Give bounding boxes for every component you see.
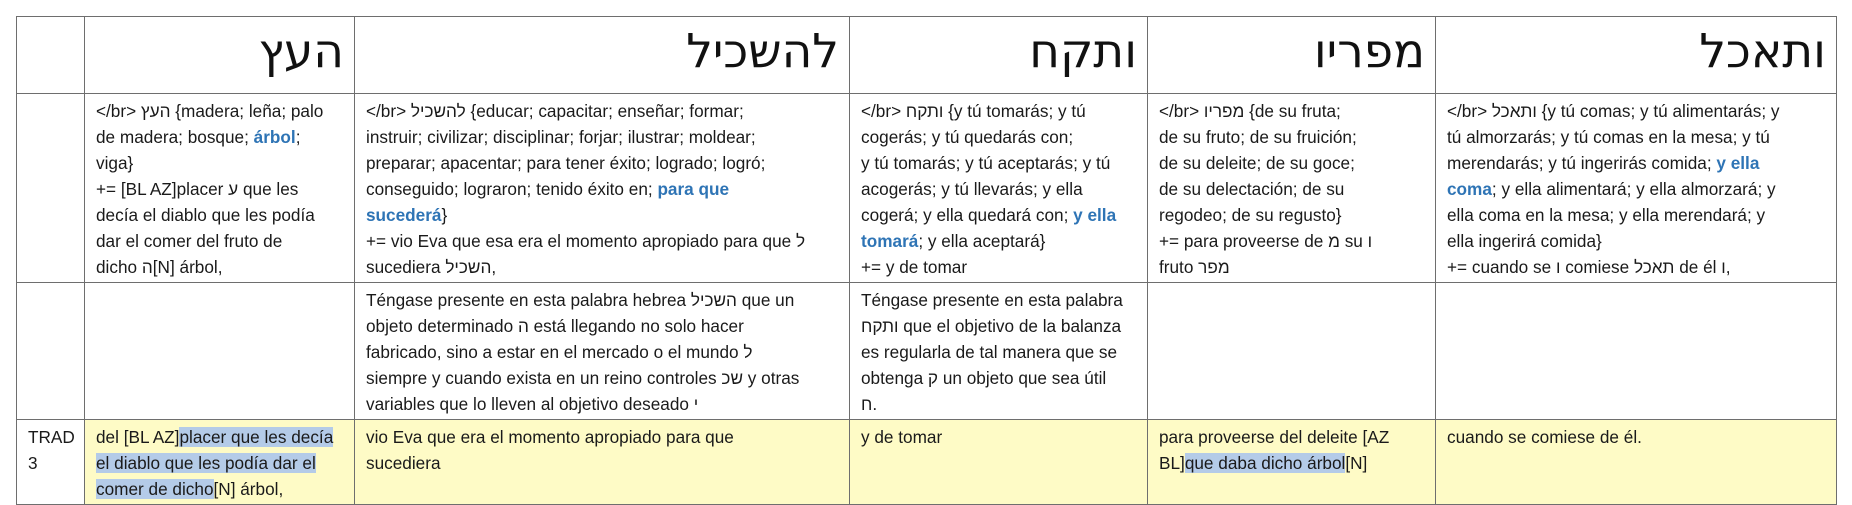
translation-cell[interactable] — [850, 420, 1148, 505]
note-cell[interactable] — [850, 283, 1148, 420]
row-label-cell — [17, 94, 85, 283]
highlighted-term: y ella — [1073, 205, 1117, 225]
row-label-trad: TRAD 3 — [17, 420, 85, 505]
note-cell[interactable] — [355, 283, 850, 420]
highlighted-term: árbol — [253, 127, 296, 147]
text-span: } — [441, 205, 448, 225]
text-line: variables que lo lleven al objetivo deseado י — [366, 394, 699, 414]
text-line — [366, 202, 838, 228]
text-span: BL] — [1159, 453, 1185, 473]
translation-cell[interactable] — [1148, 420, 1436, 505]
text-line: objeto determinado ה está llegando no solo hacer — [366, 316, 744, 336]
text-line — [861, 202, 1136, 228]
translation-cell[interactable] — [1436, 420, 1837, 505]
highlighted-term: coma — [1447, 179, 1492, 199]
text-line: de su fruto; de su fruición; — [1159, 127, 1357, 147]
text-line: cuando se comiese de él. — [1447, 427, 1642, 447]
text-span: ; y ella alimentará; y ella almorzará; y — [1491, 179, 1776, 199]
hebrew-word: ותאכל — [1699, 24, 1826, 79]
text-line: de su deleite; de su goce; — [1159, 153, 1355, 173]
header-cell[interactable] — [1148, 17, 1436, 94]
hebrew-word: ותקח — [1029, 24, 1137, 79]
text-line: decía el diablo que les podía — [96, 205, 315, 225]
note-cell-empty[interactable] — [1436, 283, 1837, 420]
text-line: += cuando se ו comiese תאכל de él ו, — [1447, 257, 1731, 277]
text-line: cogerás; y tú quedarás con; — [861, 127, 1074, 147]
translation-cell[interactable] — [85, 420, 355, 505]
highlighted-term: tomará — [861, 231, 919, 251]
text-line — [1159, 450, 1424, 476]
notes-row — [17, 283, 1837, 420]
definition-cell[interactable] — [1148, 94, 1436, 283]
text-span: conseguido; lograron; tenido éxito en; — [366, 179, 658, 199]
text-line: preparar; apacentar; para tener éxito; logrado; logró; — [366, 153, 766, 173]
translation-row — [17, 420, 1837, 505]
text-line — [366, 176, 838, 202]
text-line: Téngase presente en esta palabra hebrea השכיל que un — [366, 290, 795, 310]
selected-text[interactable]: comer de dicho — [96, 479, 214, 499]
definition-cell[interactable] — [85, 94, 355, 283]
text-line: y tú tomarás; y tú aceptarás; y tú — [861, 153, 1111, 173]
text-line: dicho ה[N] árbol, — [96, 257, 223, 277]
text-span: ; — [295, 127, 301, 147]
highlighted-term: para que — [657, 179, 730, 199]
hebrew-word: מפריו — [1313, 24, 1425, 79]
highlighted-term: y ella — [1716, 153, 1760, 173]
header-cell[interactable] — [85, 17, 355, 94]
text-line: += y de tomar — [861, 257, 968, 277]
text-line: </br> ותאכל {y tú comas; y tú alimentarás; y — [1447, 101, 1780, 121]
text-line: Téngase presente en esta palabra — [861, 290, 1123, 310]
text-line: </br> העץ {madera; leña; palo — [96, 101, 324, 121]
text-line: regodeo; de su regusto} — [1159, 205, 1342, 225]
text-line: vio Eva que era el momento apropiado para que — [366, 427, 734, 447]
text-line: += vio Eva que esa era el momento apropiado para que ל — [366, 231, 806, 251]
text-line: instruir; civilizar; disciplinar; forjar; ilustrar; moldear; — [366, 127, 756, 147]
selected-text[interactable]: placer que les decía — [179, 427, 334, 447]
selected-text[interactable]: que daba dicho árbol — [1184, 453, 1346, 473]
definitions-row — [17, 94, 1837, 283]
text-line — [861, 228, 1136, 254]
text-span: merendarás; y tú ingerirás comida; — [1447, 153, 1717, 173]
text-line — [96, 476, 343, 502]
note-cell-empty[interactable] — [85, 283, 355, 420]
text-line: para proveerse del deleite [AZ — [1159, 427, 1390, 447]
definition-cell[interactable] — [1436, 94, 1837, 283]
definition-cell[interactable] — [355, 94, 850, 283]
translation-table — [16, 16, 1837, 505]
text-line: fruto מפר — [1159, 257, 1230, 277]
header-cell[interactable] — [355, 17, 850, 94]
text-span: [N] — [1345, 453, 1368, 473]
text-line — [1447, 150, 1825, 176]
text-line: ותקח que el objetivo de la balanza — [861, 316, 1122, 336]
hebrew-word: העץ — [258, 24, 344, 79]
text-line: += para proveerse de מ su ו — [1159, 231, 1373, 251]
hebrew-word: להשכיל — [686, 24, 839, 79]
text-span: del [BL AZ] — [96, 427, 180, 447]
note-cell-empty[interactable] — [1148, 283, 1436, 420]
text-span: ; y ella aceptará} — [918, 231, 1046, 251]
text-line: tú almorzarás; y tú comas en la mesa; y tú — [1447, 127, 1770, 147]
text-line: viga} — [96, 153, 134, 173]
text-line — [1447, 176, 1825, 202]
text-line: </br> להשכיל {educar; capacitar; enseñar; formar; — [366, 101, 744, 121]
translation-cell[interactable] — [355, 420, 850, 505]
text-line: ח. — [861, 394, 878, 414]
text-span: cogerá; y ella quedará con; — [861, 205, 1074, 225]
definition-cell[interactable] — [850, 94, 1148, 283]
header-cell-empty — [17, 17, 85, 94]
text-line: ella ingerirá comida} — [1447, 231, 1602, 251]
text-line: ella coma en la mesa; y ella merendará; y — [1447, 205, 1766, 225]
text-line: dar el comer del fruto de — [96, 231, 283, 251]
text-line — [96, 424, 343, 450]
header-cell[interactable] — [850, 17, 1148, 94]
text-line — [96, 124, 343, 150]
header-cell[interactable] — [1436, 17, 1837, 94]
text-line: fabricado, sino a estar en el mercado o el mundo ל — [366, 342, 753, 362]
text-line: y de tomar — [861, 427, 943, 447]
selected-text[interactable]: el diablo que les podía dar el — [96, 453, 316, 473]
text-line: sucediera — [366, 453, 441, 473]
text-line: </br> ותקח {y tú tomarás; y tú — [861, 101, 1086, 121]
text-line: += [BL AZ]placer ע que les — [96, 179, 299, 199]
text-line: obtenga ק un objeto que sea útil — [861, 368, 1107, 388]
text-span: de madera; bosque; — [96, 127, 254, 147]
text-line: </br> מפריו {de su fruta; — [1159, 101, 1341, 121]
text-span: [N] árbol, — [213, 479, 284, 499]
text-line — [96, 450, 343, 476]
text-line: sucediera השכיל, — [366, 257, 497, 277]
text-line: es regularla de tal manera que se — [861, 342, 1118, 362]
text-line: de su delectación; de su — [1159, 179, 1345, 199]
header-row — [17, 17, 1837, 94]
text-line: acogerás; y tú llevarás; y ella — [861, 179, 1083, 199]
text-line: siempre y cuando exista en un reino controles שכ y otras — [366, 368, 800, 388]
row-label-cell — [17, 283, 85, 420]
highlighted-term: sucederá — [366, 205, 442, 225]
